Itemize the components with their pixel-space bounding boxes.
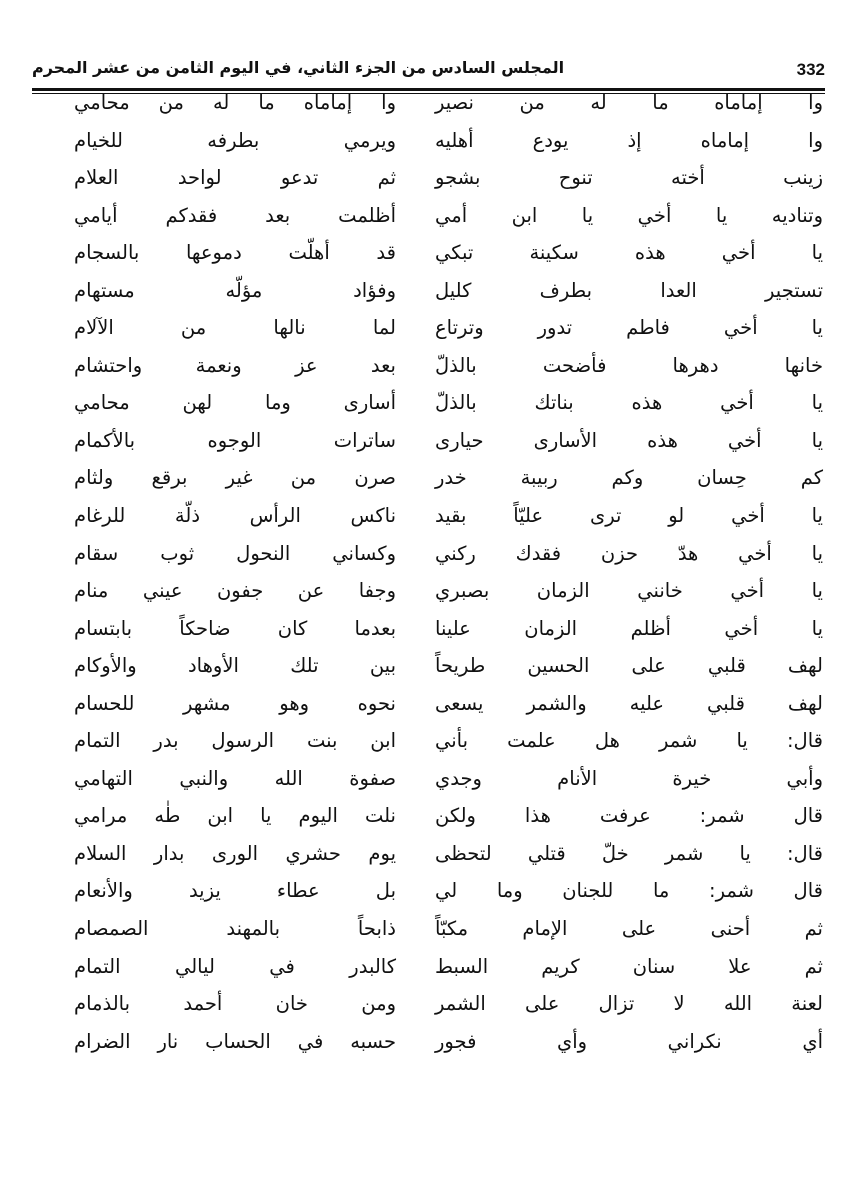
first-hemistich: قال: يا شمر هل علمت بأني <box>435 729 823 753</box>
verse-row <box>0 574 849 612</box>
first-hemistich: وا إماماه ما له من نصير <box>435 91 823 114</box>
verse-row <box>0 124 849 162</box>
verse-row <box>0 874 849 912</box>
second-hemistich: صفوة الله والنبي التهامي <box>74 766 396 790</box>
second-hemistich: يوم حشري الورى بدار السلام <box>74 841 396 865</box>
first-hemistich: يا أخي لو ترى عليّاً بقيد <box>435 504 823 528</box>
first-hemistich: يا أخي هذه سكينة تبكي <box>435 241 823 265</box>
first-hemistich: يا أخي هدّ حزن فقدك ركني <box>435 541 823 565</box>
first-hemistich: يا أخي هذه بناتك بالذلّ <box>435 391 823 415</box>
first-hemistich: خانها دهرها فأضحت بالذلّ <box>435 353 823 377</box>
verse-row <box>0 424 849 462</box>
first-hemistich: وأبي خيرة الأنام وجدي <box>435 766 823 790</box>
poem <box>0 86 849 1062</box>
second-hemistich: لما نالها من الآلام <box>74 316 396 340</box>
first-hemistich: وتناديه يا أخي يا ابن أمي <box>435 203 823 227</box>
first-hemistich: وا إماماه إذ يودع أهليه <box>435 128 823 152</box>
first-hemistich: يا أخي فاطم تدور وترتاع <box>435 316 823 340</box>
second-hemistich: قد أهلّت دموعها بالسجام <box>74 241 396 265</box>
verse-row <box>0 612 849 650</box>
second-hemistich: ويرمي بطرفه للخيام <box>74 128 396 152</box>
first-hemistich: لعنة الله لا تزال على الشمر <box>435 992 823 1016</box>
first-hemistich: زينب أخته تنوح بشجو <box>435 166 823 190</box>
verse-row <box>0 236 849 274</box>
first-hemistich: ثم أحنى على الإمام مكبّاً <box>435 917 823 941</box>
first-hemistich: ثم علا سنان كريم السبط <box>435 954 823 978</box>
verse-row <box>0 1025 849 1063</box>
verse-row <box>0 386 849 424</box>
first-hemistich: أي نكراني وأي فجور <box>435 1029 823 1053</box>
verse-row <box>0 499 849 537</box>
verse-row <box>0 311 849 349</box>
verse-row <box>0 461 849 499</box>
second-hemistich: ناكس الرأس ذلّة للرغام <box>74 504 396 528</box>
second-hemistich: صرن من غير برقع ولثام <box>74 466 396 490</box>
verse-row <box>0 950 849 988</box>
first-hemistich: قال شمر: ما للجنان وما لي <box>435 879 823 903</box>
page-header <box>32 58 825 86</box>
second-hemistich: وا إماماه ما له من محامي <box>74 91 396 114</box>
second-hemistich: نحوه وهو مشهر للحسام <box>74 691 396 715</box>
second-hemistich: كالبدر في ليالي التمام <box>74 954 396 978</box>
verse-row <box>0 987 849 1025</box>
second-hemistich: ثم تدعو لواحد العلام <box>74 166 396 190</box>
second-hemistich: ذابحاً بالمهند الصمصام <box>74 917 396 941</box>
first-hemistich: قال شمر: عرفت هذا ولكن <box>435 804 823 828</box>
first-hemistich: تستجير العدا بطرف كليل <box>435 278 823 302</box>
second-hemistich: بعد عز ونعمة واحتشام <box>74 353 396 377</box>
verse-row <box>0 837 849 875</box>
second-hemistich: بين تلك الأوهاد والأوكام <box>74 654 396 678</box>
second-hemistich: نلت اليوم يا ابن طٰه مرامي <box>74 804 396 828</box>
verse-row <box>0 199 849 237</box>
verse-row <box>0 86 849 124</box>
verse-row <box>0 274 849 312</box>
verse-row <box>0 161 849 199</box>
first-hemistich: كم حِسان وكم ربيبة خدر <box>435 466 823 490</box>
verse-row <box>0 799 849 837</box>
first-hemistich: لهف قلبي عليه والشمر يسعى <box>435 691 823 715</box>
second-hemistich: وجفا عن جفون عيني منام <box>74 579 396 603</box>
second-hemistich: وكساني النحول ثوب سقام <box>74 541 396 565</box>
second-hemistich: وفؤاد مؤلّه مستهام <box>74 278 396 302</box>
first-hemistich: يا أخي هذه الأسارى حيارى <box>435 428 823 452</box>
first-hemistich: لهف قلبي على الحسين طريحاً <box>435 654 823 678</box>
second-hemistich: ساترات الوجوه بالأكمام <box>74 428 396 452</box>
second-hemistich: أسارى وما لهن محامي <box>74 391 396 415</box>
second-hemistich: أظلمت بعد فقدكم أيامي <box>74 203 396 227</box>
verse-row <box>0 687 849 725</box>
first-hemistich: يا أخي خانني الزمان بصبري <box>435 579 823 603</box>
second-hemistich: ومن خان أحمد بالذمام <box>74 992 396 1016</box>
verse-row <box>0 724 849 762</box>
second-hemistich: بل عطاء يزيد والأنعام <box>74 879 396 903</box>
verse-row <box>0 349 849 387</box>
running-title: المجلس السادس من الجزء الثاني، في اليوم الثامن من عشر المحرم <box>32 58 565 77</box>
second-hemistich: حسبه في الحساب نار الضرام <box>74 1029 396 1053</box>
page-number: 332 <box>796 60 825 79</box>
verse-row <box>0 649 849 687</box>
verse-row <box>0 762 849 800</box>
verse-row <box>0 537 849 575</box>
verse-row <box>0 912 849 950</box>
first-hemistich: قال: يا شمر خلّ قتلي لتحظى <box>435 841 823 865</box>
second-hemistich: بعدما كان ضاحكاً بابتسام <box>74 616 396 640</box>
first-hemistich: يا أخي أظلم الزمان علينا <box>435 616 823 640</box>
second-hemistich: ابن بنت الرسول بدر التمام <box>74 729 396 753</box>
